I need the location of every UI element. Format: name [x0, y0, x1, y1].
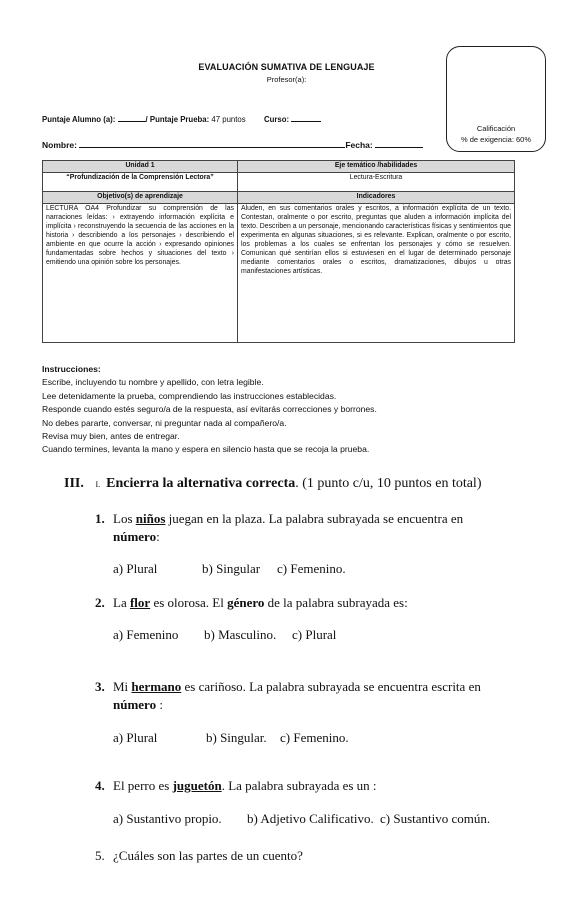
instruction-line: Revisa muy bien, antes de entregar. — [42, 431, 180, 442]
unit-name: “Profundización de la Comprensión Lectora” — [43, 172, 238, 191]
underlined-word: juguetón — [172, 778, 222, 793]
theme-value: Lectura-Escritura — [238, 172, 515, 191]
option-a[interactable]: a) Plural — [113, 561, 158, 576]
course-label: Curso: — [264, 115, 290, 124]
question-number: 5. — [95, 848, 105, 863]
date-blank[interactable] — [375, 139, 423, 148]
question-text: Los — [113, 511, 136, 526]
test-score-value: 47 puntos — [211, 115, 246, 124]
indicators-header: Indicadores — [238, 191, 515, 203]
date-label: Fecha: — [345, 140, 373, 150]
question-text: Mi — [113, 679, 132, 694]
question-number: 2. — [95, 595, 105, 610]
instruction-line: No debes pararte, conversar, ni preguntar nada al compañero/a. — [42, 417, 287, 428]
option-c[interactable]: c) Sustantivo común. — [380, 811, 491, 826]
question-text: es olorosa. El — [150, 595, 228, 610]
question-text: : — [156, 529, 160, 544]
question-text: de la palabra subrayada es: — [264, 595, 408, 610]
score-line — [42, 113, 321, 124]
indicators-text: Aluden, en sus comentarios orales y escritos, a información explícita de un texto. Contestan, oralmente o por escrito, preguntas que aluden a información implícita del texto. Describen a un personaje, mencionando características físicas y sentimientos que experimenta en algunas situaciones, si es relevante. Explican, oralmente o por escrito, los problemas a los cuales se enfrentan los personajes y cómo se resuelven. Comunican qué sentirían ellos si estuviesen en el lugar de determinado personaje mediante comentarios orales o escritos, dramatizaciones, dibujos u otras manifestaciones artísticas. — [238, 203, 515, 342]
question-text: ¿Cuáles son las partes de un cuento? — [113, 848, 303, 863]
instruction-line: Escribe, incluyendo tu nombre y apellido, con letra legible. — [42, 377, 264, 388]
teacher-label: Profesor(a): — [266, 75, 307, 84]
question-3 — [95, 678, 515, 714]
name-date-line — [42, 139, 423, 150]
instruction-line: Lee detenidamente la prueba, comprendiendo las instrucciones establecidas. — [42, 390, 337, 401]
option-b[interactable]: b) Singular. — [206, 730, 267, 745]
grade-label: Calificación — [476, 124, 516, 133]
underlined-word: flor — [129, 595, 151, 610]
question-number: 4. — [95, 778, 105, 793]
objectives-text: LECTURA OA4 Profundizar su comprensión de las narraciones leídas: › extrayendo información explícita e implícita › reconstruyendo la secuencia de las acciones en la historia › describiendo a los personajes › describiendo el ambiente en que ocurre la acción › expresando opiniones fundamentadas sobre hechos y situaciones del texto › emitiendo una opinión sobre los personajes. — [43, 203, 238, 342]
question-text: juegan en la plaza. La palabra subrayada se encuentra en — [165, 511, 464, 526]
grade-box — [446, 46, 546, 152]
theme-header: Eje temático /habilidades — [238, 161, 515, 173]
question-text: . La palabra subrayada es un : — [221, 778, 377, 793]
instructions — [42, 363, 522, 457]
name-blank[interactable] — [79, 139, 345, 148]
test-score-label: / Puntaje Prueba: — [145, 115, 210, 124]
option-b[interactable]: b) Singular — [202, 561, 261, 576]
document-title: EVALUACIÓN SUMATIVA DE LENGUAJE — [198, 62, 375, 72]
option-c[interactable]: c) Femenino. — [277, 561, 346, 576]
section-heading — [64, 476, 482, 492]
question-text: es cariñoso. La palabra subrayada se encuentra escrita en — [181, 679, 481, 694]
option-a[interactable]: a) Plural — [113, 730, 158, 745]
student-score-label: Puntaje Alumno (a): — [42, 115, 116, 124]
option-b[interactable]: b) Masculino. — [204, 627, 277, 642]
section-points: . (1 punto c/u, 10 puntos en total) — [295, 476, 482, 491]
option-c[interactable]: c) Plural — [292, 627, 337, 642]
question-4 — [95, 777, 515, 795]
instruction-line: Cuando termines, levanta la mano y espera en silencio hasta que se recoja la prueba. — [42, 444, 370, 455]
section-sub: I. — [95, 480, 101, 489]
question-5 — [95, 847, 515, 865]
underlined-word: hermano — [131, 679, 182, 694]
section-roman: III. — [64, 476, 84, 491]
section-title: Encierra la alternativa correcta — [106, 476, 296, 491]
question-number: 3. — [95, 679, 105, 694]
instruction-line: Responde cuando estés seguro/a de la respuesta, así evitarás correcciones y borrones. — [42, 404, 377, 415]
student-score-blank[interactable] — [118, 113, 146, 122]
question-2 — [95, 594, 515, 612]
question-number: 1. — [95, 511, 105, 526]
course-blank[interactable] — [291, 113, 321, 122]
key-word: número — [113, 529, 157, 544]
unit-header: Unidad 1 — [43, 161, 238, 173]
objectives-header: Objetivo(s) de aprendizaje — [43, 191, 238, 203]
name-label: Nombre: — [42, 140, 77, 150]
unit-table — [42, 160, 515, 343]
grade-requirement: % de exigencia: 60% — [460, 135, 532, 144]
instructions-heading: Instrucciones: — [42, 364, 101, 374]
key-word: género — [227, 595, 265, 610]
underlined-word: niños — [135, 511, 166, 526]
option-c[interactable]: c) Femenino. — [280, 730, 349, 745]
question-text: El perro es — [113, 778, 173, 793]
question-text: La — [113, 595, 130, 610]
key-word: número — [113, 697, 157, 712]
option-b[interactable]: b) Adjetivo Calificativo. — [247, 811, 374, 826]
question-1 — [95, 510, 515, 546]
option-a[interactable]: a) Sustantivo propio. — [113, 811, 222, 826]
option-a[interactable]: a) Femenino — [113, 627, 179, 642]
question-text: : — [156, 697, 163, 712]
